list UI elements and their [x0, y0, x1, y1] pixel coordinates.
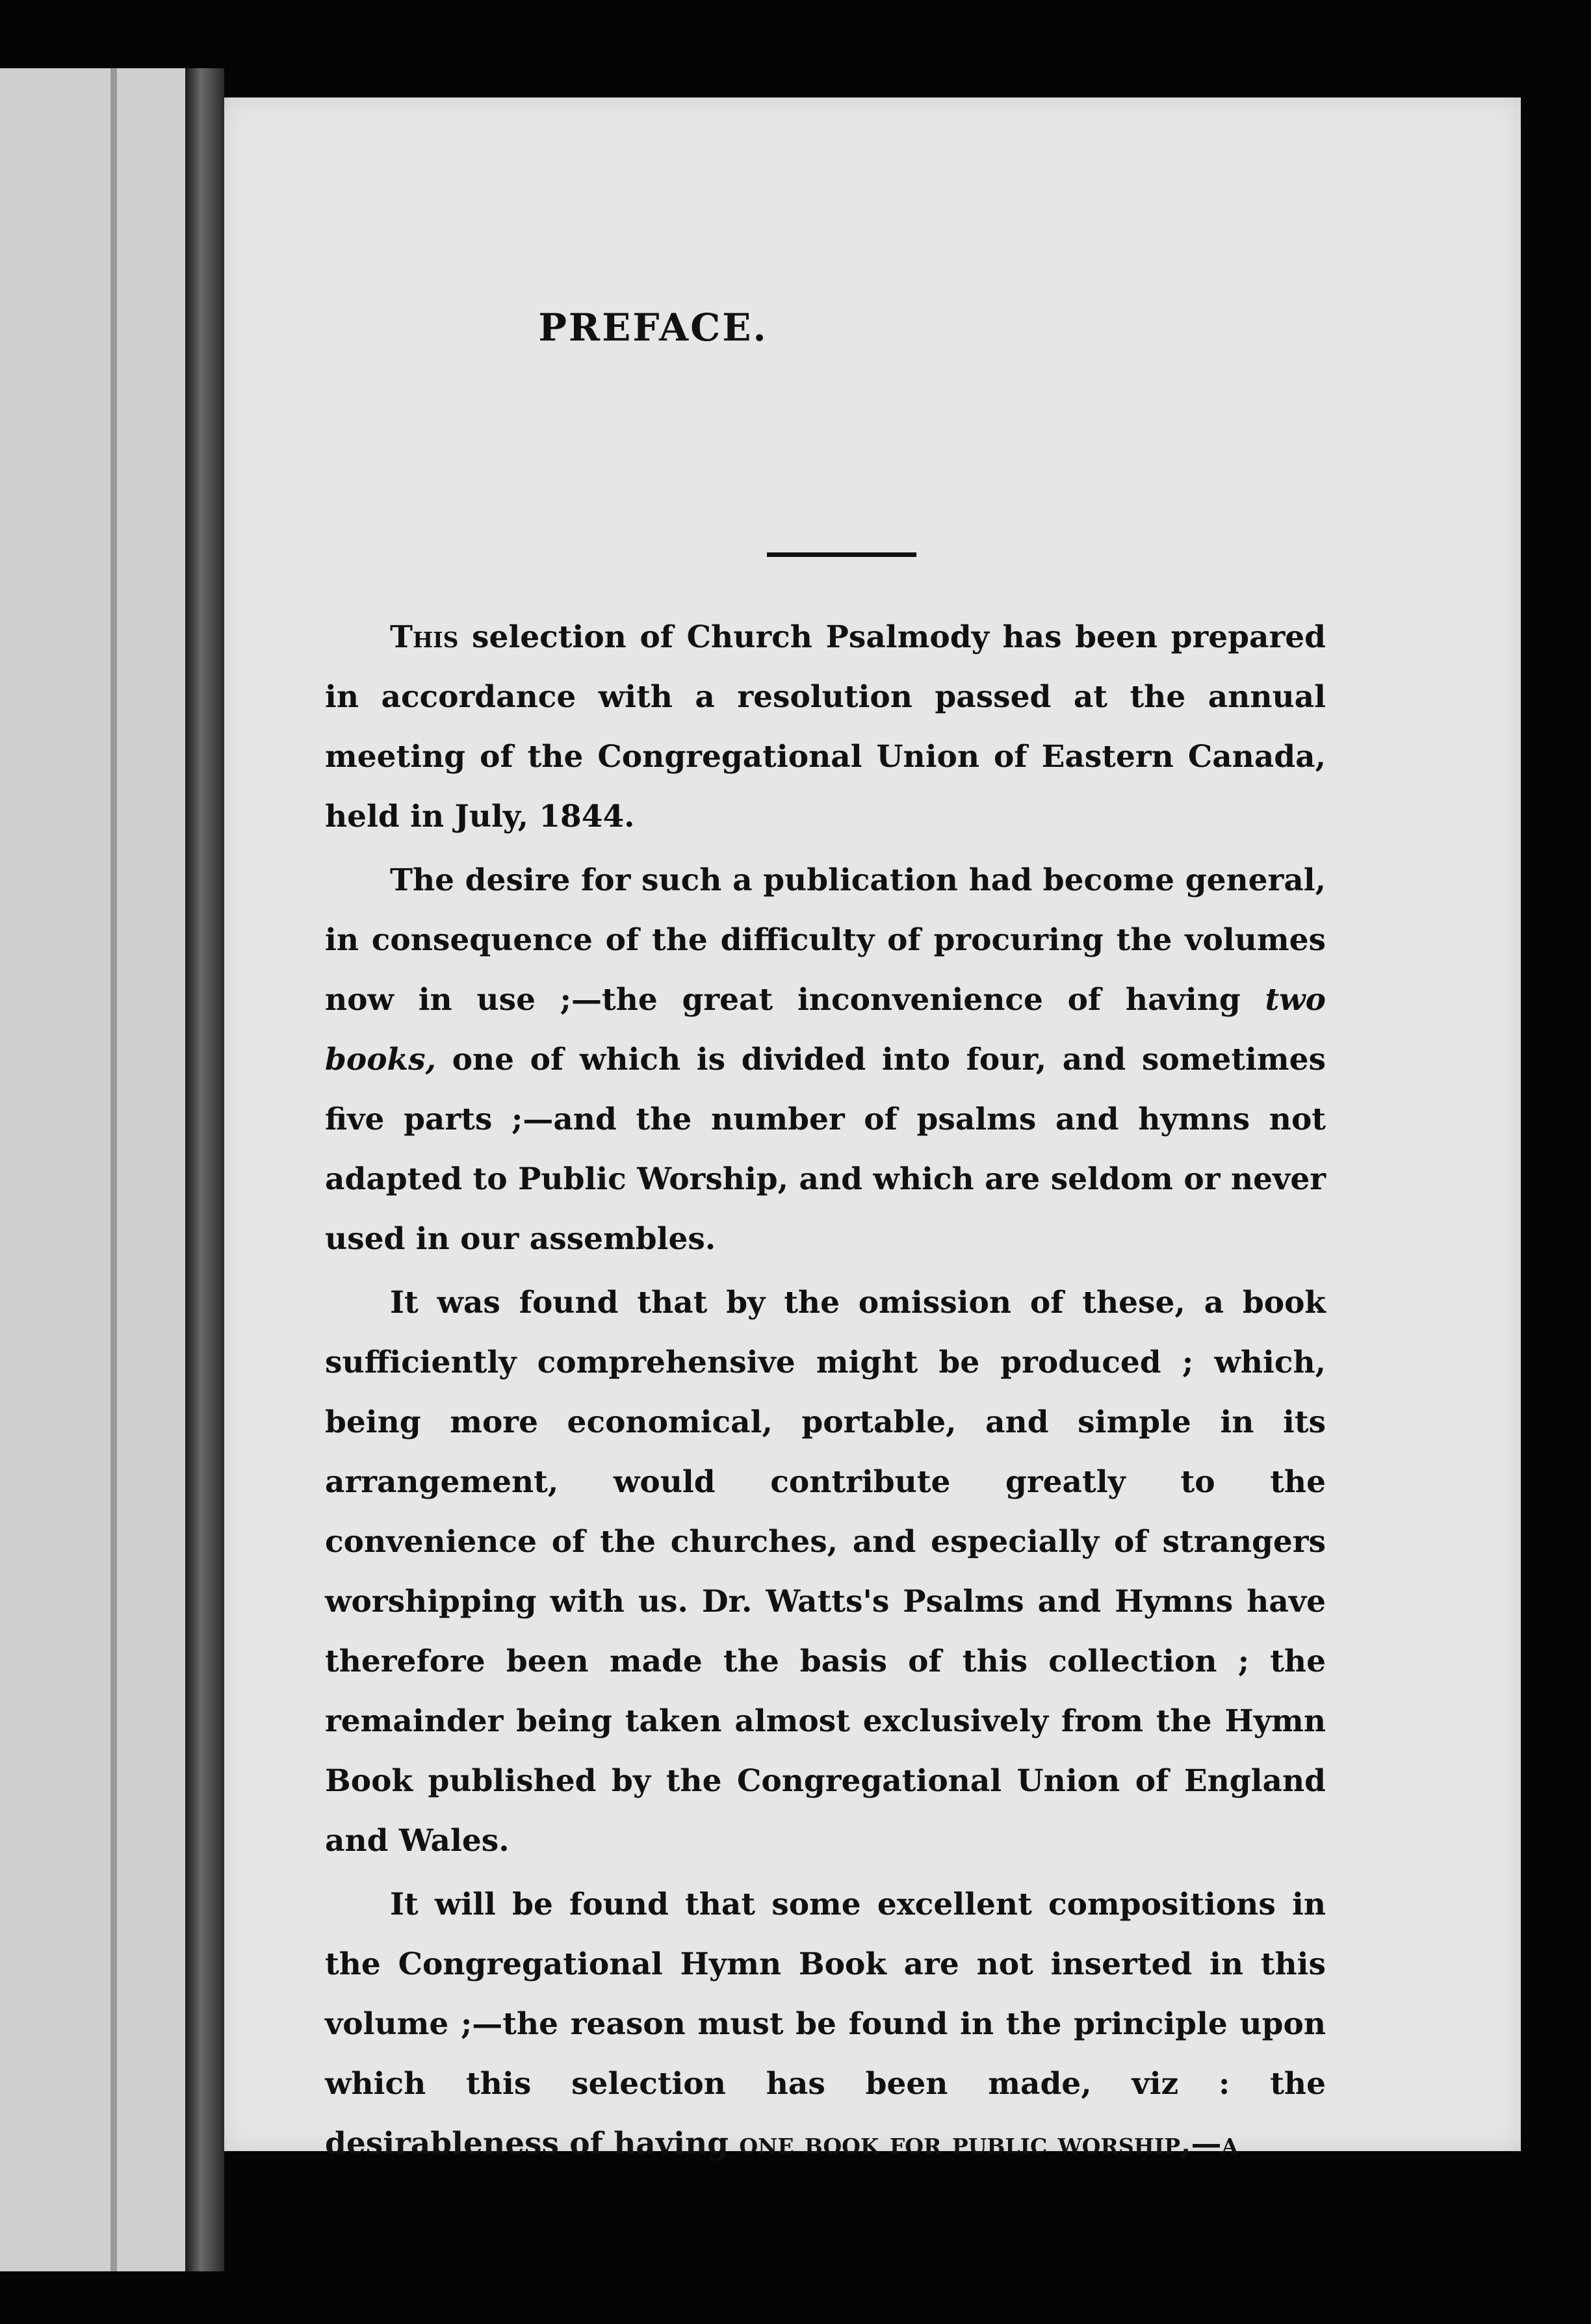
- facing-page-edge: [0, 68, 189, 2271]
- paragraph-2-text-b: one of which is divided into four, and sometimes five parts ;—and the number of psalms and hymns not adapted to Public Worship, and which are seldom or never used in our assembles.: [325, 1042, 1326, 1257]
- page-fold-line: [110, 68, 117, 2271]
- book-spine: [185, 68, 224, 2271]
- paragraph-2: [325, 851, 1326, 1269]
- paragraph-3-text: It was found that by the omission of these, a book sufficiently comprehensive might be produced ; which, being more economical, portable, and simple in its arrangement, would contribute greatly to the convenience of the churches, and especially of strangers worshipping with us. Dr. Watts's Psalms and Hymns have therefore been made the basis of this collection ; the remainder being taken almost exclusively from the Hymn Book published by the Congregational Union of England and Wales.: [325, 1285, 1326, 1859]
- paragraph-1-lead: This: [390, 619, 459, 655]
- preface-body: [325, 608, 1326, 2178]
- paragraph-1-text: selection of Church Psalmody has been prepared in accordance with a resolution passed at the annual meeting of the Congregational Union of Eastern Canada, held in July, 1844.: [325, 619, 1326, 834]
- paragraph-4-text: It will be found that some excellent compositions in the Congregational Hymn Book are not inserted in this volume ;—the reason must be found in the principle upon which this selection has been made, viz : the desirableness of having: [325, 1887, 1326, 2162]
- paragraph-4-smallcaps: one book for public worship,—a: [739, 2126, 1239, 2162]
- paragraph-3: [325, 1273, 1326, 1871]
- title-rule: [767, 552, 916, 557]
- paragraph-4: [325, 1875, 1326, 2174]
- page-title: PREFACE.: [538, 305, 768, 350]
- paragraph-2-text-a: The desire for such a publication had become general, in consequence of the difficulty of procuring the volumes now in use ;—the great inconvenience of having: [325, 862, 1326, 1018]
- paragraph-2-italic: two books,: [325, 982, 1326, 1078]
- paragraph-1: [325, 608, 1326, 847]
